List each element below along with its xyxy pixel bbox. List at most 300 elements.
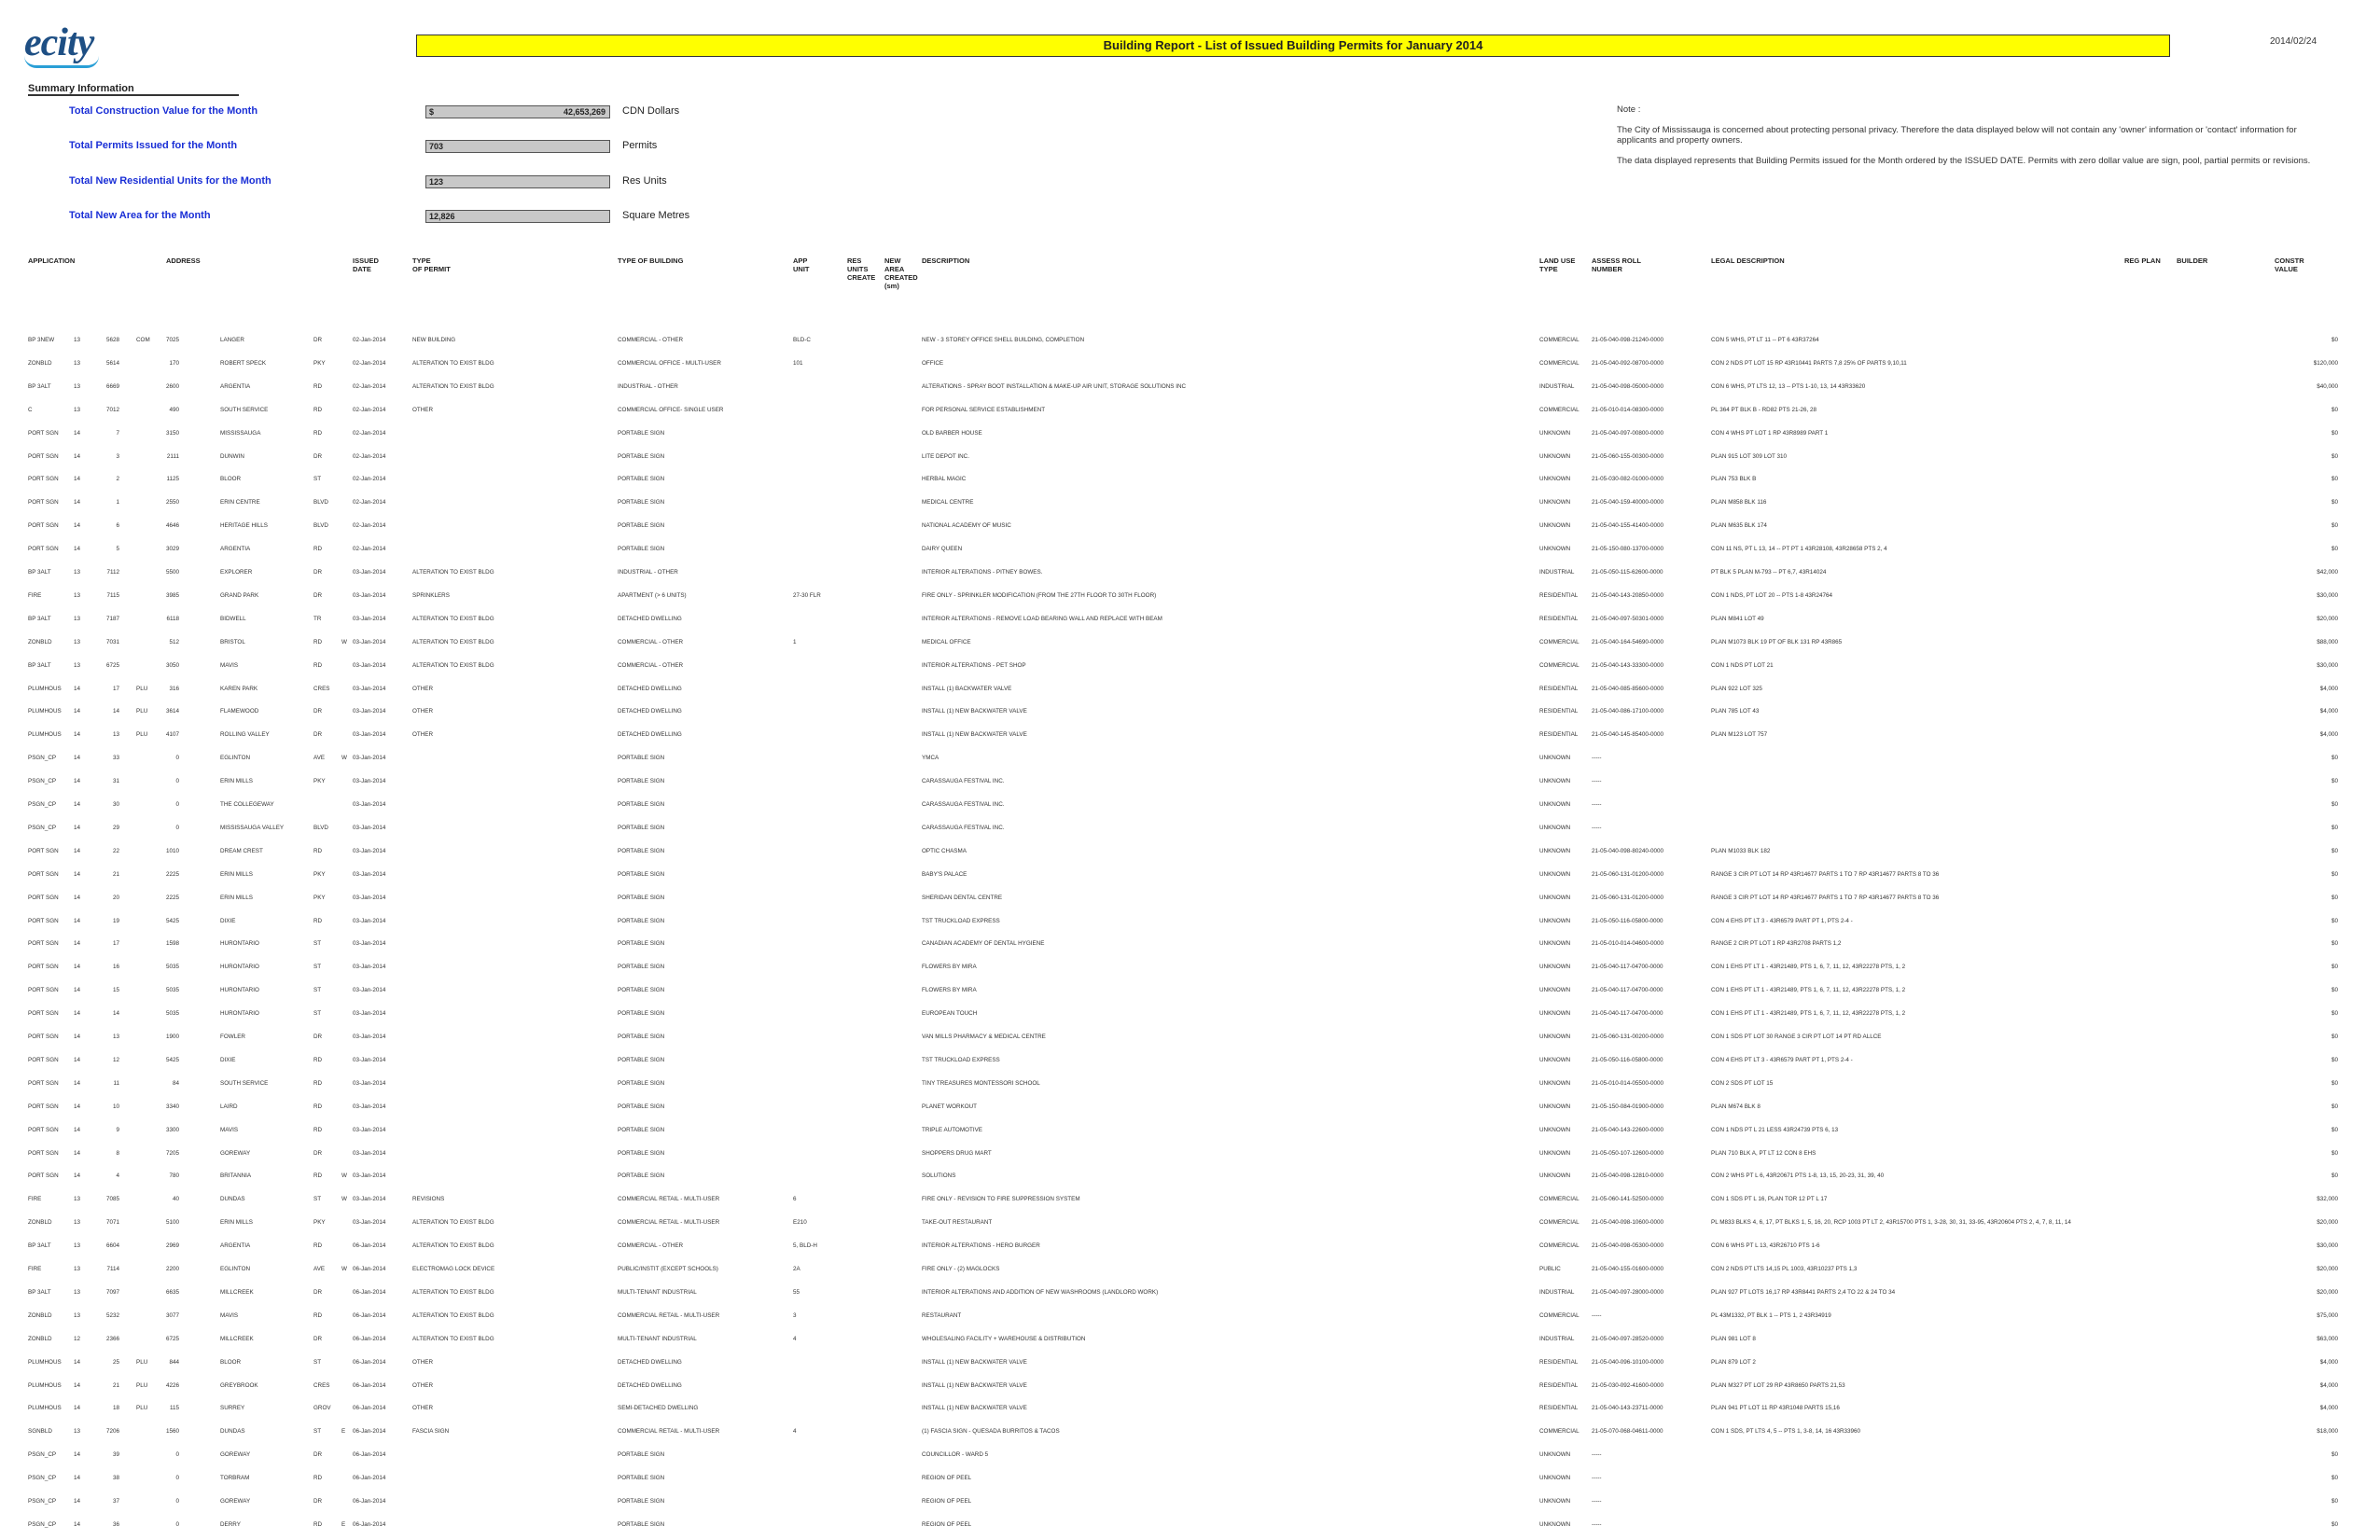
cell-land-use: UNKNOWN	[1539, 1056, 1571, 1063]
cell-street-suffix: ST	[313, 476, 322, 483]
cell-type-of-building: PORTABLE SIGN	[618, 940, 665, 948]
cell-sequence: 22	[112, 847, 119, 854]
cell-constr-value: $0	[2331, 1172, 2338, 1180]
cell-permit-type: FIRE	[28, 591, 42, 599]
cell-issued-date: 03-Jan-2014	[353, 1034, 386, 1040]
cell-year: 14	[73, 452, 80, 460]
cell-street-number: 0	[175, 801, 179, 808]
column-header-address: ADDRESS	[166, 257, 201, 265]
cell-assess-roll: 21-05-040-117-04700-0000	[1592, 987, 1663, 994]
cell-description: OLD BARBER HOUSE	[922, 429, 982, 437]
cell-legal-description: CON 4 EHS PT LT 3 - 43R6579 PART PT 1, PTS 2-4 -	[1711, 1056, 1853, 1063]
cell-sequence: 14	[112, 708, 119, 715]
cell-description: FIRE ONLY - (2) MAGLOCKS	[922, 1266, 1000, 1272]
cell-street-number: 0	[175, 1520, 179, 1528]
cell-assess-roll: 21-05-040-098-10600-0000	[1592, 1219, 1664, 1227]
cell-type-of-building: PORTABLE SIGN	[618, 1056, 665, 1063]
cell-street-suffix: RD	[313, 1520, 323, 1528]
cell-legal-description: PLAN 915 LOT 309 LOT 310	[1711, 452, 1787, 460]
cell-issued-date: 06-Jan-2014	[353, 1475, 386, 1482]
cell-description: TST TRUCKLOAD EXPRESS	[922, 1056, 1000, 1063]
table-row	[0, 1403, 2380, 1414]
cell-type-of-building: DETACHED DWELLING	[618, 708, 682, 715]
cell-constr-value: $0	[2331, 1056, 2338, 1063]
cell-type-of-permit: ALTERATION TO EXIST BLDG	[412, 1219, 494, 1227]
summary-value-new-area	[425, 210, 610, 223]
cell-street-name: GOREWAY	[220, 1498, 251, 1505]
cell-legal-description: PLAN 941 PT LOT 11 RP 43R1048 PARTS 15,16	[1711, 1405, 1840, 1412]
cell-type-of-permit: OTHER	[412, 708, 434, 715]
cell-issued-date: 03-Jan-2014	[353, 615, 386, 622]
cell-street-number: 2550	[165, 499, 179, 506]
cell-land-use: UNKNOWN	[1539, 1475, 1571, 1482]
cell-issued-date: 03-Jan-2014	[353, 894, 386, 901]
cell-legal-description: PLAN 753 BLK B	[1711, 476, 1757, 483]
cell-direction: W	[341, 1172, 347, 1180]
cell-street-name: EXPLORER	[220, 569, 253, 576]
cell-sequence: 2	[116, 476, 119, 483]
cell-assess-roll: 21-05-010-014-08300-0000	[1592, 406, 1664, 413]
cell-type-of-permit: ALTERATION TO EXIST BLDG	[412, 359, 494, 367]
column-header-application: APPLICATION	[28, 257, 76, 265]
cell-issued-date: 02-Jan-2014	[353, 452, 386, 460]
cell-street-suffix: RD	[313, 1172, 323, 1180]
cell-year: 13	[73, 1196, 80, 1203]
cell-year: 13	[73, 1242, 80, 1250]
cell-assess-roll: 21-05-040-143-22600-0000	[1592, 1126, 1664, 1133]
cell-year: 14	[73, 499, 80, 506]
cell-street-number: 0	[175, 755, 179, 762]
cell-street-number: 2111	[166, 452, 179, 460]
table-row	[0, 1287, 2380, 1298]
cell-street-suffix: RD	[313, 847, 323, 854]
cell-issued-date: 02-Jan-2014	[353, 382, 386, 390]
cell-permit-type: FIRE	[28, 1196, 42, 1203]
cell-assess-roll: 21-05-040-098-12810-0000	[1592, 1172, 1664, 1180]
cell-year: 13	[73, 615, 80, 622]
cell-land-use: UNKNOWN	[1539, 1451, 1571, 1459]
cell-description: CARASSAUGA FESTIVAL INC.	[922, 824, 1005, 831]
cell-street-number: 1125	[166, 476, 179, 483]
cell-year: 14	[73, 685, 80, 692]
cell-assess-roll: 21-05-040-155-41400-0000	[1592, 522, 1664, 530]
column-header-res-units: RES UNITS CREATE	[847, 257, 876, 282]
cell-permit-type: PSGN_CP	[28, 801, 57, 808]
column-header-issued-date: ISSUED DATE	[353, 257, 379, 273]
cell-street-name: DIXIE	[220, 1056, 236, 1063]
cell-sequence: 11	[113, 1079, 119, 1087]
cell-street-number: 2600	[165, 382, 179, 390]
cell-type-of-building: COMMERCIAL OFFICE - MULTI-USER	[618, 359, 721, 367]
cell-type-of-building: PORTABLE SIGN	[618, 1498, 665, 1505]
cell-year: 14	[73, 824, 80, 831]
table-row	[0, 893, 2380, 904]
cell-street-suffix: RD	[313, 1056, 323, 1063]
cell-street-name: ERIN MILLS	[220, 870, 253, 878]
cell-permit-type: PORT SGN	[28, 1126, 59, 1133]
cell-type-of-building: PORTABLE SIGN	[618, 546, 665, 553]
cell-land-use: UNKNOWN	[1539, 1498, 1571, 1505]
cell-app-unit: 2A	[793, 1266, 800, 1272]
cell-street-number: 3050	[165, 661, 179, 669]
cell-street-name: HERITAGE HILLS	[220, 522, 268, 530]
cell-description: NEW - 3 STOREY OFFICE SHELL BUILDING, COMPLETION	[922, 337, 1085, 343]
cell-description: INSTALL (1) NEW BACKWATER VALVE	[922, 708, 1027, 715]
cell-constr-value: $0	[2331, 987, 2338, 994]
cell-year: 14	[73, 940, 80, 948]
table-row	[0, 544, 2380, 555]
cell-sequence: 7071	[105, 1219, 119, 1227]
table-row	[0, 1217, 2380, 1228]
cell-land-use: INDUSTRIAL	[1539, 1335, 1575, 1342]
cell-issued-date: 03-Jan-2014	[353, 1103, 386, 1110]
cell-street-name: BIDWELL	[220, 615, 246, 622]
cell-type-of-building: PUBLIC/INSTIT (EXCEPT SCHOOLS)	[618, 1266, 718, 1272]
cell-street-suffix: PKY	[313, 894, 326, 901]
table-row	[0, 1357, 2380, 1368]
cell-issued-date: 06-Jan-2014	[353, 1242, 386, 1250]
cell-street-name: EGLINTON	[220, 755, 251, 762]
cell-issued-date: 03-Jan-2014	[353, 661, 386, 669]
cell-sequence: 7206	[105, 1428, 119, 1436]
cell-street-name: DREAM CREST	[220, 847, 263, 854]
cell-description: EUROPEAN TOUCH	[922, 1010, 978, 1018]
cell-street-number: 2225	[165, 870, 179, 878]
cell-description: TINY TREASURES MONTESSORI SCHOOL	[922, 1079, 1040, 1087]
cell-year: 14	[73, 778, 80, 785]
cell-constr-value: $0	[2331, 1520, 2338, 1528]
cell-assess-roll: -----	[1592, 1475, 1602, 1482]
cell-street-name: MISSISSAUGA VALLEY	[220, 824, 285, 831]
cell-permit-type: PORT SGN	[28, 546, 59, 553]
cell-land-use: UNKNOWN	[1539, 870, 1571, 878]
cell-assess-roll: 21-05-040-143-23711-0000	[1592, 1405, 1663, 1412]
cell-type-of-permit: OTHER	[412, 731, 434, 739]
cell-street-suffix: RD	[313, 1475, 323, 1482]
cell-street-suffix: CRES	[313, 685, 330, 692]
cell-street-suffix: DR	[313, 708, 323, 715]
cell-subtype: PLU	[136, 708, 148, 715]
cell-app-unit: 5, BLD-H	[793, 1242, 817, 1250]
table-row	[0, 985, 2380, 996]
column-header-legal-description: LEGAL DESCRIPTION	[1711, 257, 1785, 265]
cell-permit-type: PORT SGN	[28, 1149, 59, 1157]
cell-land-use: UNKNOWN	[1539, 824, 1571, 831]
cell-description: CANADIAN ACADEMY OF DENTAL HYGIENE	[922, 940, 1045, 948]
cell-year: 13	[73, 359, 80, 367]
cell-type-of-permit: ALTERATION TO EXIST BLDG	[412, 638, 494, 645]
cell-permit-type: PLUMHOUS	[28, 685, 62, 692]
cell-assess-roll: 21-05-040-098-05000-0000	[1592, 382, 1664, 390]
cell-constr-value: $0	[2331, 870, 2338, 878]
cell-street-suffix: RD	[313, 1126, 323, 1133]
cell-legal-description: PLAN 981 LOT 8	[1711, 1335, 1756, 1342]
cell-street-number: 1560	[165, 1428, 179, 1436]
cell-type-of-building: PORTABLE SIGN	[618, 847, 665, 854]
cell-type-of-permit: OTHER	[412, 685, 434, 692]
table-row	[0, 1334, 2380, 1345]
table-row	[0, 1496, 2380, 1507]
cell-street-number: 490	[169, 406, 179, 413]
cell-type-of-permit: REVISIONS	[412, 1196, 445, 1203]
cell-street-suffix: RD	[313, 1242, 323, 1250]
table-row	[0, 520, 2380, 532]
cell-issued-date: 02-Jan-2014	[353, 406, 386, 413]
cell-description: CARASSAUGA FESTIVAL INC.	[922, 778, 1005, 785]
cell-type-of-building: PORTABLE SIGN	[618, 964, 665, 971]
summary-label-construction-value: Total Construction Value for the Month	[69, 105, 258, 117]
cell-street-name: ERIN MILLS	[220, 778, 253, 785]
cell-permit-type: PSGN_CP	[28, 755, 57, 762]
cell-legal-description: CON 2 SDS PT LOT 15	[1711, 1079, 1774, 1087]
cell-land-use: COMMERCIAL	[1539, 638, 1580, 645]
cell-constr-value: $20,000	[2317, 1219, 2338, 1227]
cell-street-suffix: ST	[313, 1010, 322, 1018]
cell-street-suffix: BLVD	[313, 824, 328, 831]
summary-value-text: 12,826	[429, 212, 455, 221]
cell-assess-roll: -----	[1592, 824, 1602, 831]
cell-type-of-permit: OTHER	[412, 1381, 434, 1389]
cell-assess-roll: 21-05-050-107-12600-0000	[1592, 1149, 1664, 1157]
cell-permit-type: PLUMHOUS	[28, 1405, 62, 1412]
cell-street-number: 40	[172, 1196, 179, 1203]
cell-description: INTERIOR ALTERATIONS - PITNEY BOWES.	[922, 569, 1043, 576]
cell-street-name: MILLCREEK	[220, 1335, 254, 1342]
cell-description: DAIRY QUEEN	[922, 546, 963, 553]
cell-street-suffix: TR	[313, 615, 322, 622]
cell-street-suffix: RD	[313, 382, 323, 390]
cell-assess-roll: 21-05-060-141-52500-0000	[1592, 1196, 1664, 1203]
cell-assess-roll: 21-05-070-068-04611-0000	[1592, 1428, 1663, 1436]
cell-permit-type: BP 3ALT	[28, 1288, 51, 1296]
cell-street-suffix: PKY	[313, 778, 326, 785]
table-row	[0, 1032, 2380, 1043]
cell-year: 13	[73, 1266, 80, 1272]
table-row	[0, 729, 2380, 741]
cell-permit-type: PORT SGN	[28, 917, 59, 924]
cell-permit-type: ZONBLD	[28, 1335, 52, 1342]
cell-street-name: FLAMEWOOD	[220, 708, 259, 715]
table-row	[0, 1311, 2380, 1322]
cell-legal-description: PLAN M327 PT LOT 29 RP 43R8650 PARTS 21,53	[1711, 1381, 1845, 1389]
cell-assess-roll: 21-05-030-082-01000-0000	[1592, 476, 1664, 483]
cell-street-suffix: RD	[313, 546, 323, 553]
cell-app-unit: 27-30 FLR	[793, 591, 821, 599]
cell-issued-date: 02-Jan-2014	[353, 429, 386, 437]
cell-type-of-building: PORTABLE SIGN	[618, 801, 665, 808]
cell-constr-value: $0	[2331, 452, 2338, 460]
cell-street-suffix: DR	[313, 731, 323, 739]
cell-land-use: UNKNOWN	[1539, 847, 1571, 854]
cell-street-name: ARGENTIA	[220, 1242, 251, 1250]
cell-description: MEDICAL CENTRE	[922, 499, 974, 506]
cell-street-name: SOUTH SERVICE	[220, 1079, 269, 1087]
table-row	[0, 1426, 2380, 1437]
ecity-logo	[24, 22, 136, 63]
cell-assess-roll: 21-05-060-131-00200-0000	[1592, 1034, 1664, 1040]
table-row	[0, 451, 2380, 463]
cell-street-number: 780	[169, 1172, 179, 1180]
cell-sequence: 25	[112, 1358, 119, 1366]
cell-type-of-permit: FASCIA SIGN	[412, 1428, 450, 1436]
cell-legal-description: CON 1 EHS PT LT 1 - 43R21489, PTS 1, 6, 7, 11, 12, 43R22278 PTS, 1, 2	[1711, 987, 1906, 994]
cell-street-number: 3300	[165, 1126, 179, 1133]
cell-legal-description: CON 1 SDS, PT LTS 4, 5 -- PTS 1, 3-8, 14, 16 43R33960	[1711, 1428, 1861, 1436]
cell-sequence: 20	[112, 894, 119, 901]
cell-issued-date: 03-Jan-2014	[353, 569, 386, 576]
cell-description: SHERIDAN DENTAL CENTRE	[922, 894, 1003, 901]
cell-description: INSTALL (1) NEW BACKWATER VALVE	[922, 1358, 1027, 1366]
cell-type-of-building: DETACHED DWELLING	[618, 1381, 682, 1389]
cell-description: VAN MILLS PHARMACY & MEDICAL CENTRE	[922, 1034, 1046, 1040]
cell-year: 14	[73, 1149, 80, 1157]
cell-street-number: 5035	[165, 964, 179, 971]
cell-assess-roll: -----	[1592, 801, 1602, 808]
cell-land-use: INDUSTRIAL	[1539, 1288, 1575, 1296]
cell-description: YMCA	[922, 755, 939, 762]
cell-subtype: PLU	[136, 685, 148, 692]
cell-assess-roll: -----	[1592, 1498, 1602, 1505]
summary-value-permits	[425, 140, 610, 153]
cell-street-suffix: DR	[313, 1451, 323, 1459]
cell-permit-type: BP 3ALT	[28, 569, 51, 576]
cell-sequence: 5628	[105, 337, 119, 343]
cell-issued-date: 06-Jan-2014	[353, 1451, 386, 1459]
cell-year: 14	[73, 1381, 80, 1389]
cell-description: INSTALL (1) NEW BACKWATER VALVE	[922, 731, 1027, 739]
cell-issued-date: 03-Jan-2014	[353, 638, 386, 645]
cell-street-name: HURONTARIO	[220, 987, 259, 994]
cell-year: 13	[73, 1428, 80, 1436]
cell-description: REGION OF PEEL	[922, 1498, 972, 1505]
cell-constr-value: $20,000	[2317, 1266, 2338, 1272]
table-row	[0, 799, 2380, 811]
cell-permit-type: PORT SGN	[28, 499, 59, 506]
cell-street-suffix: BLVD	[313, 499, 328, 506]
cell-sequence: 17	[112, 940, 119, 948]
cell-year: 14	[73, 1451, 80, 1459]
cell-permit-type: ZONBLD	[28, 638, 52, 645]
cell-type-of-permit: OTHER	[412, 1405, 434, 1412]
cell-issued-date: 03-Jan-2014	[353, 964, 386, 971]
cell-app-unit: 101	[793, 359, 803, 367]
summary-value-text: 703	[429, 142, 444, 151]
cell-legal-description: PL 43M1332, PT BLK 1 -- PTS 1, 2 43R34919	[1711, 1311, 1831, 1319]
cell-description: CARASSAUGA FESTIVAL INC.	[922, 801, 1005, 808]
table-row	[0, 590, 2380, 602]
cell-type-of-building: PORTABLE SIGN	[618, 1451, 665, 1459]
summary-label-permits: Total Permits Issued for the Month	[69, 140, 238, 151]
cell-street-number: 2969	[165, 1242, 179, 1250]
cell-street-name: MILLCREEK	[220, 1288, 254, 1296]
summary-value-res-units	[425, 175, 610, 188]
cell-street-suffix: PKY	[313, 359, 326, 367]
cell-permit-type: PLUMHOUS	[28, 731, 62, 739]
cell-land-use: UNKNOWN	[1539, 987, 1571, 994]
cell-sequence: 36	[112, 1520, 119, 1528]
cell-description: COUNCILLOR - WARD 5	[922, 1451, 989, 1459]
cell-street-suffix: AVE	[313, 755, 326, 762]
cell-issued-date: 06-Jan-2014	[353, 1520, 386, 1528]
cell-street-suffix: RD	[313, 917, 323, 924]
report-date: 2014/02/24	[2270, 36, 2317, 47]
cell-permit-type: ZONBLD	[28, 1219, 52, 1227]
cell-street-name: MAVIS	[220, 1311, 239, 1319]
summary-value-text: 42,653,269	[563, 107, 605, 117]
cell-description: BABY'S PALACE	[922, 870, 967, 878]
cell-sequence: 7	[116, 429, 119, 437]
cell-constr-value: $120,000	[2313, 359, 2338, 367]
cell-issued-date: 03-Jan-2014	[353, 685, 386, 692]
cell-sequence: 7085	[105, 1196, 119, 1203]
cell-street-suffix: ST	[313, 1428, 322, 1436]
cell-type-of-building: PORTABLE SIGN	[618, 1126, 665, 1133]
note-paragraph-ordering: The data displayed represents that Building Permits issued for the Month ordered by the ISSUED DATE. Permits with zero dollar value are sign, pool, partial permits or revisions.	[1617, 155, 2311, 166]
cell-street-name: DUNWIN	[220, 452, 244, 460]
cell-constr-value: $0	[2331, 1126, 2338, 1133]
cell-street-suffix: RD	[313, 661, 323, 669]
cell-street-suffix: PKY	[313, 870, 326, 878]
cell-permit-type: BP 3ALT	[28, 615, 51, 622]
cell-description: INTERIOR ALTERATIONS - PET SHOP	[922, 661, 1026, 669]
table-row	[0, 1519, 2380, 1531]
cell-year: 14	[73, 1358, 80, 1366]
cell-sequence: 31	[112, 778, 119, 785]
cell-year: 12	[73, 1335, 80, 1342]
cell-street-number: 0	[175, 824, 179, 831]
cell-street-number: 5035	[165, 987, 179, 994]
cell-type-of-building: DETACHED DWELLING	[618, 731, 682, 739]
cell-app-unit: E210	[793, 1219, 807, 1227]
cell-legal-description: PLAN M1033 BLK 182	[1711, 847, 1771, 854]
summary-label-new-area: Total New Area for the Month	[69, 210, 211, 221]
cell-type-of-building: DETACHED DWELLING	[618, 685, 682, 692]
cell-land-use: UNKNOWN	[1539, 1010, 1571, 1018]
cell-assess-roll: 21-05-010-014-05500-0000	[1592, 1079, 1664, 1087]
cell-land-use: UNKNOWN	[1539, 917, 1571, 924]
cell-type-of-building: COMMERCIAL RETAIL - MULTI-USER	[618, 1428, 720, 1436]
cell-land-use: INDUSTRIAL	[1539, 569, 1575, 576]
table-row	[0, 358, 2380, 369]
cell-assess-roll: 21-05-040-097-50301-0000	[1592, 615, 1664, 622]
table-row	[0, 405, 2380, 416]
cell-assess-roll: 21-05-040-086-17100-0000	[1592, 708, 1664, 715]
cell-constr-value: $4,000	[2319, 685, 2338, 692]
cell-street-suffix: ST	[313, 987, 322, 994]
cell-year: 14	[73, 522, 80, 530]
cell-sequence: 21	[112, 870, 119, 878]
cell-land-use: RESIDENTIAL	[1539, 615, 1579, 622]
cell-issued-date: 06-Jan-2014	[353, 1288, 386, 1296]
column-header-reg-plan: REG PLAN	[2124, 257, 2161, 265]
cell-permit-type: BP 3NEW	[28, 337, 55, 343]
table-row	[0, 1450, 2380, 1461]
cell-issued-date: 03-Jan-2014	[353, 731, 386, 739]
cell-street-suffix: RD	[313, 638, 323, 645]
cell-street-suffix: DR	[313, 591, 323, 599]
cell-land-use: COMMERCIAL	[1539, 1219, 1580, 1227]
cell-description: LITE DEPOT INC.	[922, 452, 969, 460]
cell-legal-description: PLAN M123 LOT 757	[1711, 731, 1768, 739]
cell-street-name: ERIN CENTRE	[220, 499, 260, 506]
cell-issued-date: 03-Jan-2014	[353, 755, 386, 762]
cell-land-use: UNKNOWN	[1539, 1520, 1571, 1528]
table-row	[0, 1008, 2380, 1020]
cell-issued-date: 02-Jan-2014	[353, 522, 386, 530]
cell-legal-description: CON 2 NDS PT LOT 15 RP 43R10441 PARTS 7,8 25% OF PARTS 9,10,11	[1711, 359, 1907, 367]
cell-description: RESTAURANT	[922, 1311, 962, 1319]
cell-constr-value: $63,000	[2317, 1335, 2338, 1342]
